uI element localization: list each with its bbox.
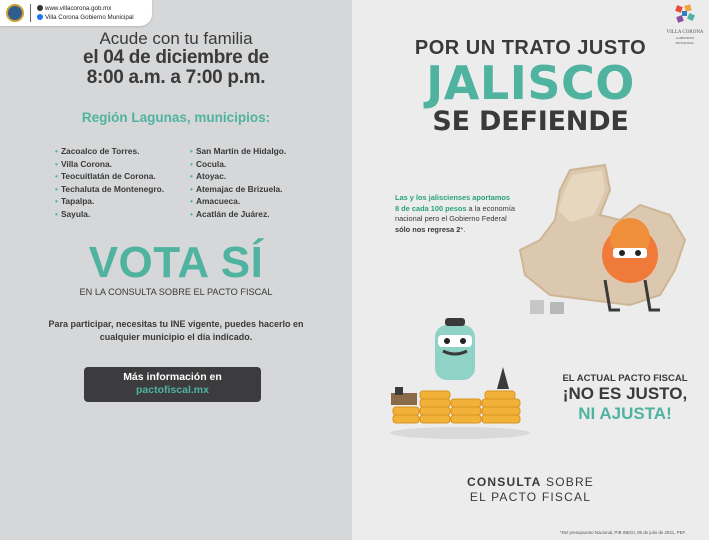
vote-subtitle: EN LA CONSULTA SOBRE EL PACTO FISCAL [79,287,273,297]
logo-icon [674,4,696,26]
header-badge [0,0,152,26]
stat-mid: a la economía nacional pero el Gobierno Federal [395,203,515,223]
actual-line-2: ¡NO ES JUSTO, [562,384,688,403]
date-line-2: 8:00 a.m. a 7:00 p.m. [86,67,266,88]
headline-1: POR UN TRATO JUSTO [414,37,647,59]
more-info-button[interactable] [84,367,261,402]
consulta-line-2: EL PACTO FISCAL [469,490,592,504]
list-item: • Tapalpa. [55,195,164,208]
headline-3: SE DEFIENDE [432,106,629,137]
stat-text [395,193,515,235]
list-item: • San Martín de Hidalgo. [190,145,286,158]
website-link[interactable]: www.villacorona.gob.mx [45,5,112,12]
instructions-text: Para participar, necesitas tu INE vigente, puedes hacerlo en cualquier municipio el día indicado. [48,319,304,342]
stat-end: *. [460,224,466,234]
footnote: *Del presupuesto Nacional, PIB INEGI, 08 de julio de 2021, PEF. [560,530,686,535]
more-info-label: Más información en [123,371,222,383]
list-item: • Acatlán de Juárez. [190,208,286,221]
facebook-line[interactable] [37,13,134,22]
consulta-bold: CONSULTA [466,475,542,489]
more-info-link[interactable]: pactofiscal.mx [136,384,209,396]
date-line-1: el 04 de diciembre de [83,47,269,68]
jalisco-map-illustration [510,160,690,320]
coins-character-illustration [385,315,535,440]
logo-text-2: GOBIERNO MUNICIPAL [675,35,695,45]
headline-jalisco: JALISCO [426,56,635,110]
actual-line-1: EL ACTUAL PACTO FISCAL [562,373,688,384]
consulta-block [352,475,709,505]
actual-line-3: NI AJUSTA! [578,404,672,423]
municipal-seal-icon [6,4,24,22]
list-item: • Atoyac. [190,170,286,183]
list-item: • Techaluta de Montenegro. [55,183,164,196]
facebook-link[interactable]: Villa Corona Gobierno Municipal [45,14,134,21]
list-item: • Amacueca. [190,195,286,208]
list-item: • Cocula. [190,158,286,171]
globe-icon [37,5,43,11]
stat-bold: sólo nos regresa 2 [395,224,461,234]
facebook-icon [37,14,43,20]
list-item: • Atemajac de Brizuela. [190,183,286,196]
logo-text-1: VILLA CORONA [666,30,704,35]
list-item: • Zacoalco de Torres. [55,145,164,158]
consulta-rest: SOBRE [541,475,595,489]
badge-divider [30,4,31,22]
vote-headline: VOTA SÍ [88,238,264,287]
region-title: Región Lagunas, municipios: [81,110,271,125]
municipios-list-1 [55,145,164,221]
list-item: • Teocuitlatán de Corona. [55,170,164,183]
municipios-list-2 [190,145,286,221]
website-line[interactable] [37,4,134,13]
invite-text: Acude con tu familia [99,29,253,48]
actual-pacto-block [545,373,705,424]
list-item: • Sayula. [55,208,164,221]
list-item: • Villa Corona. [55,158,164,171]
stat-highlight: Las y los jaliscienses aportamos 8 de cada 100 pesos [395,193,511,213]
